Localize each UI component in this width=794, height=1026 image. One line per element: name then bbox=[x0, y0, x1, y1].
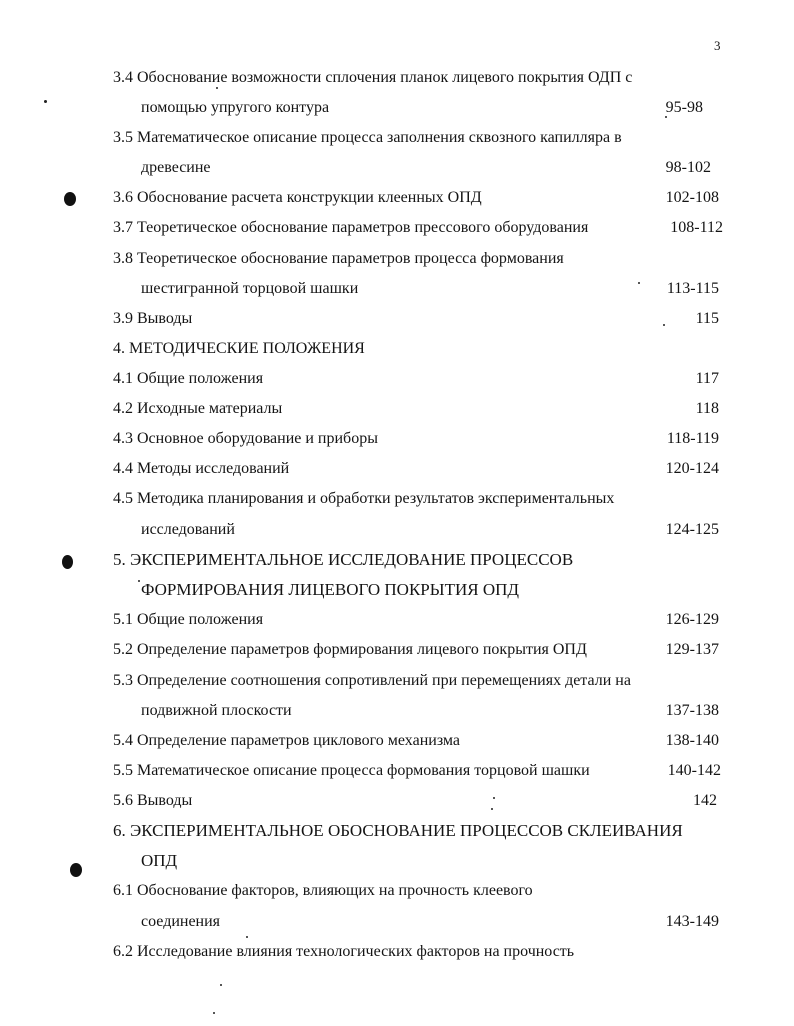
toc-entry-text: 6.2 Исследование влияния технологических факторов на прочность bbox=[113, 943, 575, 960]
scan-speck bbox=[493, 797, 495, 799]
scan-speck bbox=[491, 808, 493, 810]
toc-entry-pages: 102-108 bbox=[665, 189, 719, 206]
toc-entry-pages: 118 bbox=[695, 400, 719, 417]
toc-entry-text: 6.1 Обоснование факторов, влияющих на прочность клеевого bbox=[113, 882, 533, 899]
scan-speck bbox=[220, 984, 222, 986]
toc-entry-pages: 95-98 bbox=[665, 99, 703, 116]
scan-speck bbox=[213, 1012, 215, 1014]
scan-speck bbox=[44, 100, 47, 103]
page-number: 3 bbox=[714, 38, 721, 53]
toc-entry-text: 4.2 Исходные материалы bbox=[113, 400, 283, 417]
toc-entry-pages: 98-102 bbox=[665, 159, 711, 176]
toc-entry-pages: 118-119 bbox=[666, 430, 719, 447]
toc-entry-text: ФОРМИРОВАНИЯ ЛИЦЕВОГО ПОКРЫТИЯ ОПД bbox=[141, 580, 519, 599]
toc-entry-pages: 138-140 bbox=[665, 732, 719, 749]
toc-entry-text: помощью упругого контура bbox=[141, 99, 330, 116]
scan-speck bbox=[216, 87, 218, 89]
toc-entry-text: исследований bbox=[141, 521, 235, 538]
toc-entry-text: 4.3 Основное оборудование и приборы bbox=[113, 430, 378, 447]
toc-entry-text: подвижной плоскости bbox=[141, 702, 292, 719]
toc-entry-text: 5.3 Определение соотношения сопротивлений при перемещениях детали на bbox=[113, 672, 631, 689]
toc-entry-pages: 143-149 bbox=[665, 913, 719, 930]
toc-entry-pages: 129-137 bbox=[665, 641, 719, 658]
toc-entry-pages: 117 bbox=[695, 370, 719, 387]
toc-entry-text: 6. ЭКСПЕРИМЕНТАЛЬНОЕ ОБОСНОВАНИЕ ПРОЦЕССОВ СКЛЕИВАНИЯ bbox=[113, 821, 683, 840]
scan-mark bbox=[64, 192, 76, 206]
toc-entry-text: 3.7 Теоретическое обоснование параметров прессового оборудования bbox=[113, 219, 589, 236]
toc-entry-text: 5.4 Определение параметров циклового механизма bbox=[113, 732, 461, 749]
toc-entry-text: 5.6 Выводы bbox=[113, 792, 193, 809]
toc-entry-text: 5.5 Математическое описание процесса формования торцовой шашки bbox=[113, 762, 590, 779]
toc-entry-pages: 142 bbox=[693, 792, 717, 809]
toc-entry-text: 5. ЭКСПЕРИМЕНТАЛЬНОЕ ИССЛЕДОВАНИЕ ПРОЦЕССОВ bbox=[113, 550, 574, 569]
toc-entry-pages: 137-138 bbox=[665, 702, 719, 719]
toc-entry-text: 3.4 Обоснование возможности сплочения планок лицевого покрытия ОДП с bbox=[113, 69, 633, 86]
toc-entry-text: 4.5 Методика планирования и обработки результатов экспериментальных bbox=[113, 490, 615, 507]
toc-entry-pages: 126-129 bbox=[665, 611, 719, 628]
toc-entry-pages: 140-142 bbox=[667, 762, 721, 779]
toc-entry-text: 4. МЕТОДИЧЕСКИЕ ПОЛОЖЕНИЯ bbox=[113, 340, 365, 357]
toc-entry-pages: 113-115 bbox=[666, 280, 719, 297]
toc-entry-text: 3.8 Теоретическое обоснование параметров процесса формования bbox=[113, 250, 564, 267]
toc-entry-pages: 120-124 bbox=[665, 460, 719, 477]
toc-entry-text: 5.2 Определение параметров формирования лицевого покрытия ОПД bbox=[113, 641, 587, 658]
toc-entry-text: 3.9 Выводы bbox=[113, 310, 193, 327]
toc-entry-text: 4.4 Методы исследований bbox=[113, 460, 290, 477]
toc-entry-text: 3.5 Математическое описание процесса заполнения сквозного капилляра в bbox=[113, 129, 622, 146]
scan-speck bbox=[638, 282, 640, 284]
toc-entry-text: 4.1 Общие положения bbox=[113, 370, 264, 387]
toc-entry-text: шестигранной торцовой шашки bbox=[141, 280, 359, 297]
scan-speck bbox=[138, 580, 140, 582]
toc-entry-pages: 124-125 bbox=[665, 521, 719, 538]
scan-mark bbox=[62, 555, 73, 569]
toc-entry-text: древесине bbox=[141, 159, 211, 176]
toc-entry-text: 3.6 Обоснование расчета конструкции клеенных ОПД bbox=[113, 189, 482, 206]
scan-speck bbox=[246, 936, 248, 938]
toc-entry-text: 5.1 Общие положения bbox=[113, 611, 264, 628]
toc-entry-pages: 115 bbox=[695, 310, 719, 327]
scan-speck bbox=[663, 324, 665, 326]
scan-speck bbox=[665, 116, 667, 118]
toc-entry-pages: 108-112 bbox=[670, 219, 723, 236]
scan-mark bbox=[70, 863, 82, 877]
toc-entry-text: ОПД bbox=[141, 851, 178, 870]
toc-entry-text: соединения bbox=[141, 913, 221, 930]
